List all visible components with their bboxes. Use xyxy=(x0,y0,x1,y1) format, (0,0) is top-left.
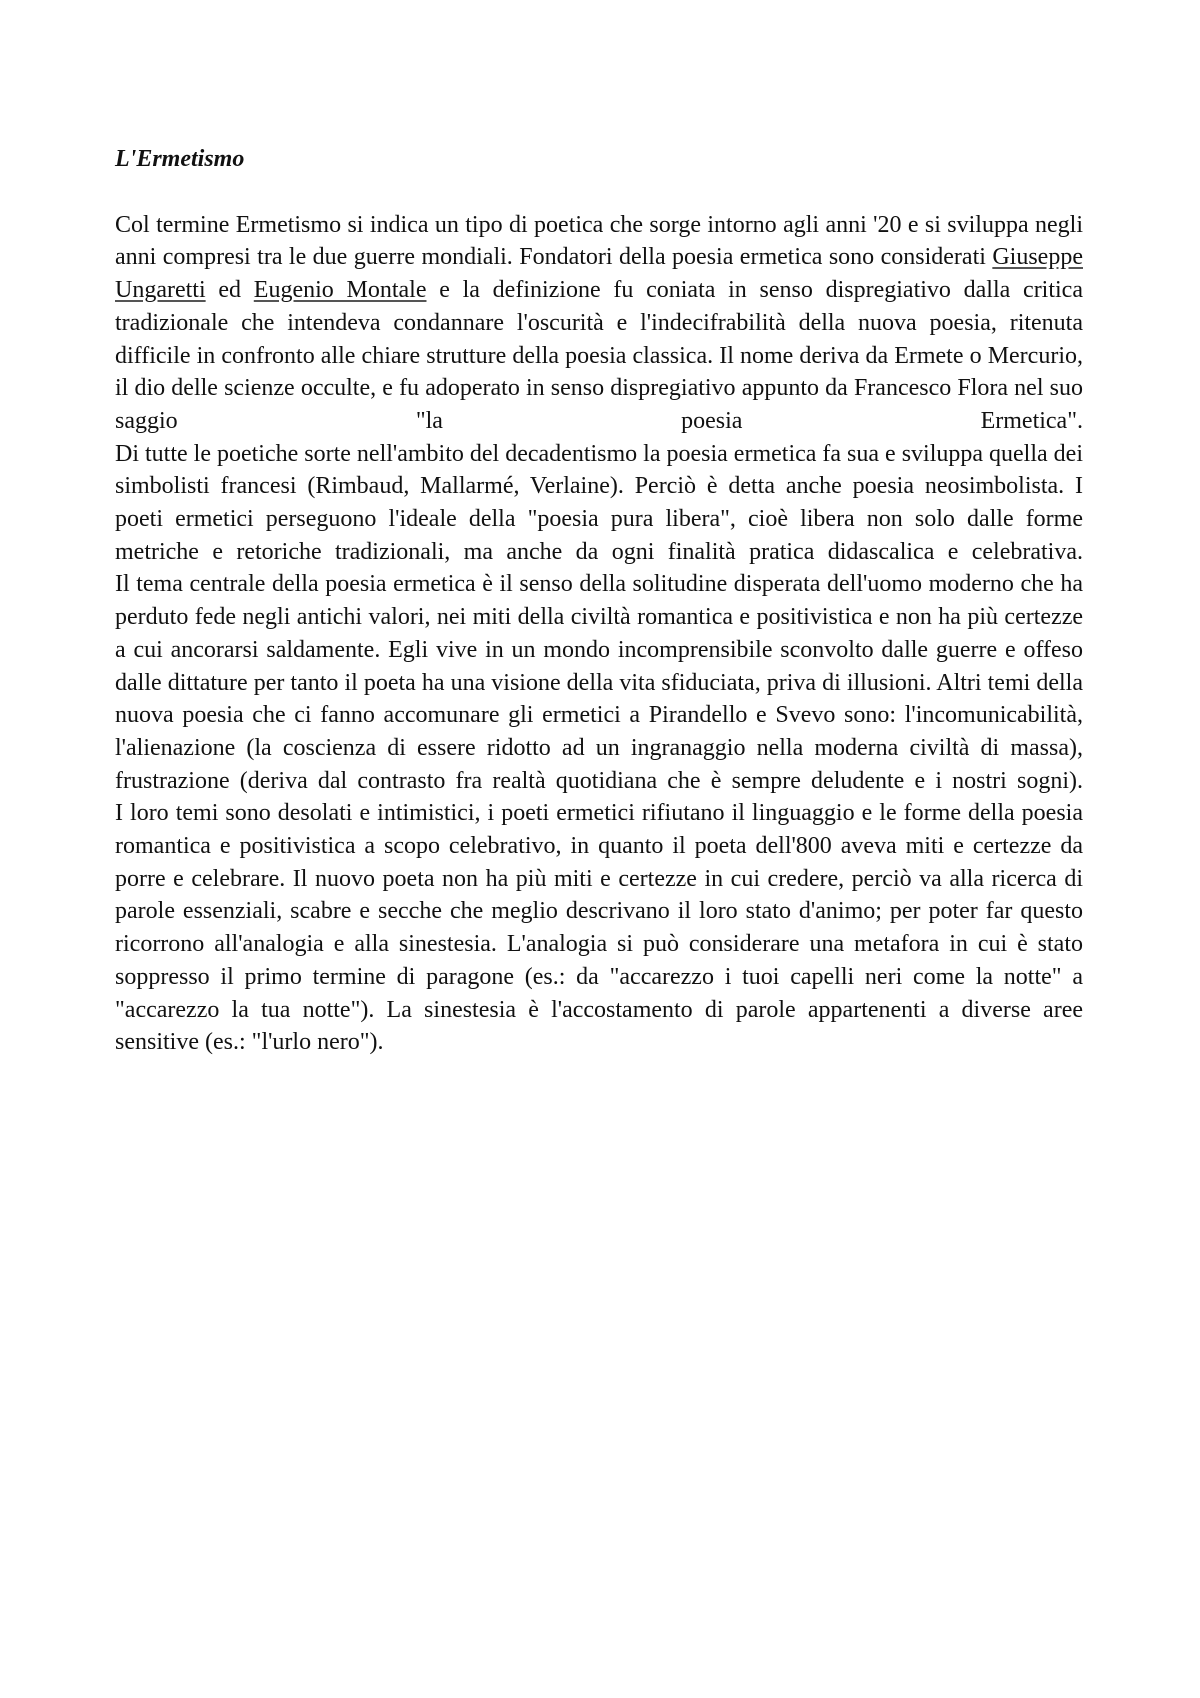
paragraph-intro-text-start: Col termine Ermetismo si indica un tipo di poetica che sorge intorno agli anni '20 e si sviluppa negli anni compresi tra le due guerre mondiali. Fondatori della poesia ermetica sono considerati xyxy=(115,211,1083,271)
link-eugenio-montale[interactable]: Eugenio Montale xyxy=(253,277,427,304)
paragraph-intro-text-middle: ed xyxy=(205,277,254,304)
link-giuseppe-ungaretti[interactable]: Giuseppe Ungaretti xyxy=(115,244,1083,304)
paragraph-intro-text-end: e la definizione fu coniata in senso dispregiativo dalla critica tradizionale che intendeva condannare l'oscurità e l'indecifrabilità della nuova poesia, ritenuta difficile in confronto alle chiare strutture della poesia classica. Il nome deriva da Ermete o Mercurio, il dio delle scienze occulte, e fu adoperato in senso dispregiativo appunto da Francesco Flora nel suo saggio "la poesia Ermetica". xyxy=(115,277,1083,434)
paragraph-symbolism: Di tutte le poetiche sorte nell'ambito del decadentismo la poesia ermetica fa sua e sviluppa quella dei simbolisti francesi (Rimbaud, Mallarmé, Verlaine). Perciò è detta anche poesia neosimbolista. I poeti ermetici perseguono l'ideale della "poesia pura libera", cioè libera non solo dalle forme metriche e retoriche tradizionali, ma anche da ogni finalità pratica didascalica e celebrativa. xyxy=(115,440,1083,565)
paragraph-language: I loro temi sono desolati e intimistici, i poeti ermetici rifiutano il linguaggio e le forme della poesia romantica e positivistica a scopo celebrativo, in quanto il poeta dell'800 aveva miti e certezze da porre e celebrare. Il nuovo poeta non ha più miti e certezze in cui credere, perciò va alla ricerca di parole essenziali, scabre e secche che meglio descrivano il loro stato d'animo; per poter far questo ricorrono all'analogia e alla sinestesia. L'analogia si può considerare una metafora in cui è stato soppresso il primo termine di paragone (es.: da "accarezzo i tuoi capelli neri come la notte" a "accarezzo la tua notte"). La sinestesia è l'accostamento di parole appartenenti a diverse aree sensitive (es.: "l'urlo nero"). xyxy=(115,800,1083,1056)
paragraph-themes: Il tema centrale della poesia ermetica è il senso della solitudine disperata dell'uomo moderno che ha perduto fede negli antichi valori, nei miti della civiltà romantica e positivistica e non ha più certezze a cui ancorarsi saldamente. Egli vive in un mondo incomprensibile sconvolto dalle guerre e offeso dalle dittature per tanto il poeta ha una visione della vita sfiduciata, priva di illusioni. Altri temi della nuova poesia che ci fanno accomunare gli ermetici a Pirandello e Svevo sono: l'incomunicabilità, l'alienazione (la coscienza di essere ridotto ad un ingranaggio nella moderna civiltà di massa), frustrazione (deriva dal contrasto fra realtà quotidiana che è sempre deludente e i nostri sogni). xyxy=(115,571,1083,794)
document-body xyxy=(115,143,1083,1059)
document-title: L'Ermetismo xyxy=(115,146,245,172)
paragraph-intro xyxy=(115,209,1083,438)
